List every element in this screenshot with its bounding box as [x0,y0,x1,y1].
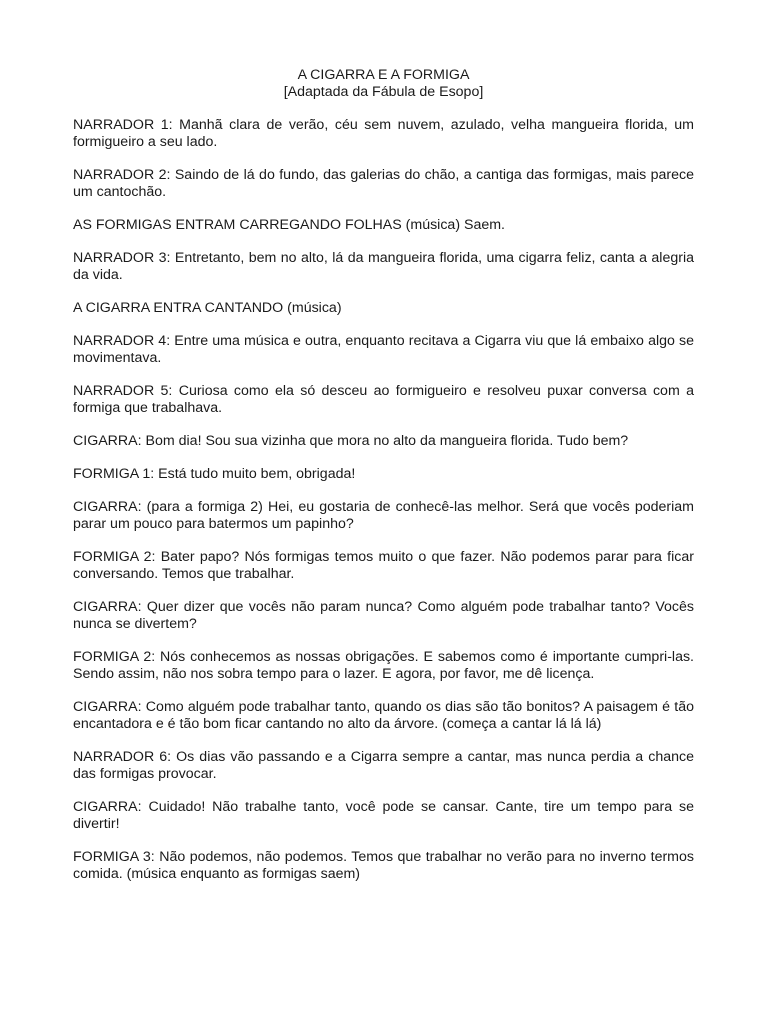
paragraph-formiga-3: FORMIGA 3: Não podemos, não podemos. Temos que trabalhar no verão para no inverno termos comida. (música enquanto as formigas saem) [73,849,694,882]
paragraph-narrador-6: NARRADOR 6: Os dias vão passando e a Cigarra sempre a cantar, mas nunca perdia a chance das formigas provocar. [73,749,694,782]
paragraph-stage-direction-cigarra: A CIGARRA ENTRA CANTANDO (música) [73,300,342,316]
paragraph-stage-direction-formigas: AS FORMIGAS ENTRAM CARREGANDO FOLHAS (música) Saem. [73,217,505,233]
paragraph-narrador-3: NARRADOR 3: Entretanto, bem no alto, lá da mangueira florida, uma cigarra feliz, canta a alegria da vida. [73,250,694,283]
paragraph-narrador-5: NARRADOR 5: Curiosa como ela só desceu ao formigueiro e resolveu puxar conversa com a formiga que trabalhava. [73,383,694,416]
title-block [73,67,694,101]
document-subtitle: [Adaptada da Fábula de Esopo] [283,84,484,100]
paragraph-cigarra-2: CIGARRA: (para a formiga 2) Hei, eu gostaria de conhecê-las melhor. Será que vocês poderiam parar um pouco para batermos um papinho? [73,499,694,532]
paragraph-narrador-1: NARRADOR 1: Manhã clara de verão, céu sem nuvem, azulado, velha mangueira florida, um formigueiro a seu lado. [73,117,694,150]
paragraph-cigarra-3: CIGARRA: Quer dizer que vocês não param nunca? Como alguém pode trabalhar tanto? Vocês nunca se divertem? [73,599,694,632]
document-title: A CIGARRA E A FORMIGA [297,67,470,83]
document-page [73,67,694,899]
paragraph-formiga-2a: FORMIGA 2: Bater papo? Nós formigas temos muito o que fazer. Não podemos parar para ficar conversando. Temos que trabalhar. [73,549,694,582]
paragraph-cigarra-5: CIGARRA: Cuidado! Não trabalhe tanto, você pode se cansar. Cante, tire um tempo para se divertir! [73,799,694,832]
paragraph-formiga-1: FORMIGA 1: Está tudo muito bem, obrigada! [73,466,356,482]
paragraph-narrador-4: NARRADOR 4: Entre uma música e outra, enquanto recitava a Cigarra viu que lá embaixo algo se movimentava. [73,333,694,366]
paragraph-formiga-2b: FORMIGA 2: Nós conhecemos as nossas obrigações. E sabemos como é importante cumpri-las. Sendo assim, não nos sobra tempo para o lazer. E agora, por favor, me dê licença. [73,649,694,682]
paragraph-narrador-2: NARRADOR 2: Saindo de lá do fundo, das galerias do chão, a cantiga das formigas, mais parece um cantochão. [73,167,694,200]
paragraph-cigarra-1: CIGARRA: Bom dia! Sou sua vizinha que mora no alto da mangueira florida. Tudo bem? [73,433,629,449]
paragraph-cigarra-4: CIGARRA: Como alguém pode trabalhar tanto, quando os dias são tão bonitos? A paisagem é tão encantadora e é tão bom ficar cantando no alto da árvore. (começa a cantar lá lá lá) [73,699,694,732]
